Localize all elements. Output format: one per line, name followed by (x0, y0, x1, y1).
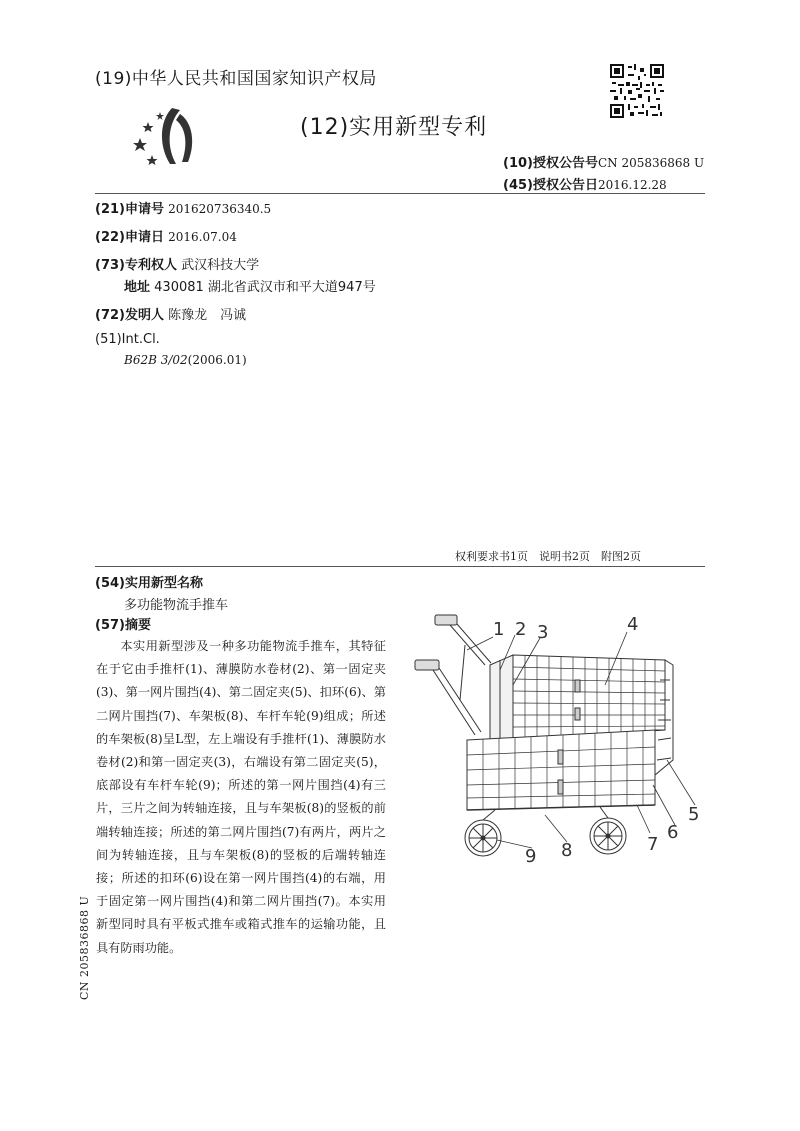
cart-wheel-left (465, 820, 501, 856)
publication-number (503, 152, 704, 171)
section-divider (95, 566, 705, 567)
figure-label-8: 8 (561, 840, 573, 861)
cnipa-logo (130, 100, 210, 170)
cart-wheel-right (590, 818, 626, 854)
figure-label-1: 1 (493, 619, 505, 640)
address-label: 地址 (124, 280, 151, 295)
figure-label-9: 9 (525, 846, 537, 867)
title-label: (54)实用新型名称 (95, 576, 203, 591)
inventors-value: 陈豫龙 冯诚 (168, 308, 247, 323)
second-mesh-panel-side (655, 660, 673, 775)
figure-label-3: 3 (537, 622, 549, 643)
abstract-label: (57)摘要 (95, 618, 151, 633)
publication-date (503, 174, 667, 193)
ipc-class: B62B 3/02 (124, 353, 188, 367)
page-count-info: 权利要求书1页 说明书2页 附图2页 (455, 550, 641, 563)
ipc-version: (2006.01) (187, 353, 247, 367)
header-divider (95, 193, 705, 194)
cart-drawing (405, 610, 715, 875)
address-value: 430081 湖北省武汉市和平大道947号 (154, 280, 376, 295)
figure-label-4: 4 (627, 614, 639, 635)
ipc-label: (51)Int.Cl. (95, 332, 160, 347)
side-publication-code: CN 205836868 U (78, 895, 91, 1000)
patentee-value: 武汉科技大学 (181, 258, 260, 273)
waterproof-film-panel (490, 655, 513, 750)
utility-model-title: 多功能物流手推车 (124, 598, 229, 613)
inventors-label: (72)发明人 (95, 308, 164, 323)
patentee-label: (73)专利权人 (95, 258, 177, 273)
figure-label-7: 7 (647, 834, 659, 855)
figure-label-5: 5 (688, 804, 700, 825)
figure-label-2: 2 (515, 619, 527, 640)
first-mesh-panel (513, 655, 665, 740)
filing-date-label: (22)申请日 (95, 230, 164, 245)
filing-date (95, 226, 237, 245)
application-number (95, 198, 271, 217)
ipc-classification (124, 353, 247, 368)
patentee (95, 254, 259, 273)
filing-date-value: 2016.07.04 (168, 230, 237, 244)
publication-date-label: (45)授权公告日 (503, 178, 598, 193)
application-number-value: 201620736340.5 (168, 202, 272, 216)
abstract-text: 本实用新型涉及一种多功能物流手推车，其特征在于它由手推杆(1)、薄膜防水卷材(2)、第一固定夹(3)、第一网片围挡(4)、第二固定夹(5)、扣环(6)、第二网片围挡(7)、车架板(8)、车杆车轮(9)组成；所述的车架板(8)呈L型，左上端设有手推杆(1)、薄膜防水卷材(2)和第一固定夹(3)，右端设有第二固定夹(5)，底部设有车杆车轮(9)；所述的第一网片围挡(4)有三片，三片之间为转轴连接，且与车架板(8)的竖板的前端转轴连接；所述的第二网片围挡(7)有两片，两片之间为转轴连接，且与车架板(8)的竖板的后端转轴连接；所述的扣环(6)设在第一网片围挡(4)的右端，用于固定第一网片围挡(4)和第二网片围挡(7)。本实用新型同时具有平板式推车或箱式推车的运输功能，且具有防雨功能。 (96, 639, 386, 955)
document-type: (12)实用新型专利 (300, 115, 488, 140)
publication-number-label: (10)授权公告号 (503, 156, 598, 171)
office-name: (19)中华人民共和国国家知识产权局 (95, 69, 377, 89)
qr-code (610, 64, 664, 118)
application-number-label: (21)申请号 (95, 202, 164, 217)
address (124, 276, 376, 295)
publication-number-value: CN 205836868 U (597, 156, 705, 170)
figure-label-6: 6 (667, 822, 679, 843)
push-handle (415, 615, 491, 735)
publication-date-value: 2016.12.28 (597, 178, 667, 192)
inventors (95, 304, 246, 323)
